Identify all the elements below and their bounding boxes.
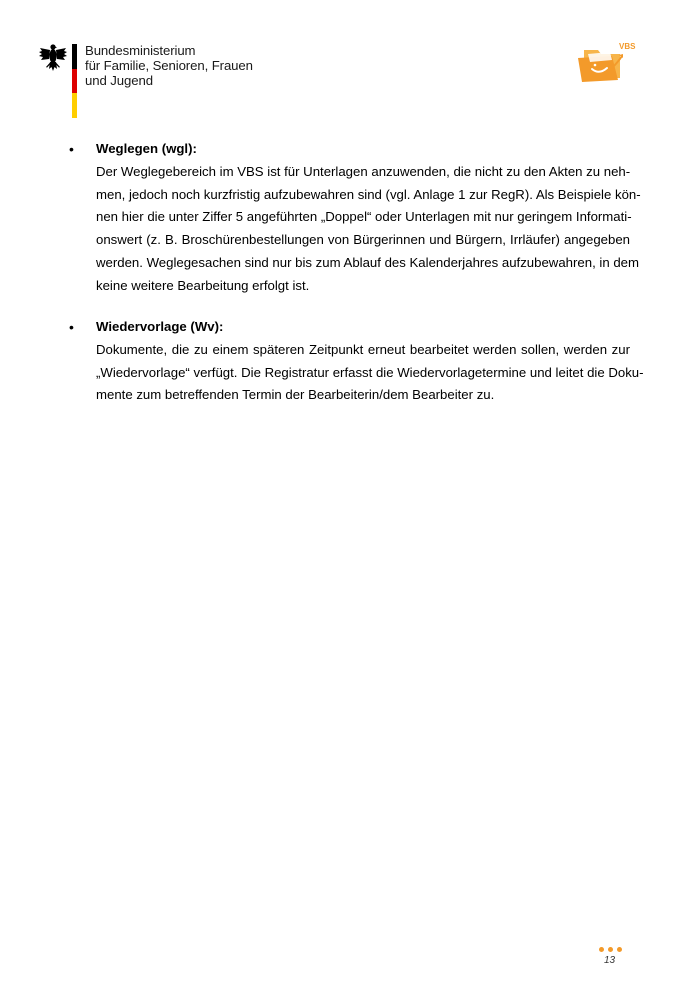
section-heading: Wiedervorlage (Wv):	[96, 319, 224, 334]
page-number: 13	[604, 955, 616, 966]
flag-stripe-red	[72, 69, 77, 94]
german-flag-stripe	[72, 44, 77, 118]
dot	[599, 947, 604, 952]
flag-stripe-gold	[72, 93, 77, 118]
section-wiedervorlage	[96, 318, 644, 407]
dot	[617, 947, 622, 952]
section-heading: Weglegen (wgl):	[96, 141, 197, 156]
bullet-icon: •	[69, 141, 74, 157]
vbs-logo	[572, 38, 638, 88]
paragraph-line: mente zum betreffenden Termin der Bearbeiterin/dem Bearbeiter zu.	[96, 387, 495, 403]
ministry-line-1: Bundesministerium	[85, 43, 196, 58]
vbs-logo-text: VBS	[619, 42, 636, 51]
paragraph-line: Der Weglegebereich im VBS ist für Unterlagen anzuwenden, die nicht zu den Akten zu neh-	[96, 164, 631, 179]
ministry-line-2: für Familie, Senioren, Frauen	[85, 58, 253, 73]
paragraph-line: „Wiedervorlage“ verfügt. Die Registratur erfasst die Wiedervorlagetermine und leitet die Doku-	[96, 364, 644, 380]
paragraph-line: keine weitere Bearbeitung erfolgt ist.	[96, 277, 310, 293]
paragraph-line: men, jedoch noch kurzfristig aufzubewahren sind (vgl. Anlage 1 zur RegR). Als Beispiele kön-	[96, 186, 641, 202]
federal-eagle-icon	[38, 42, 68, 74]
dot	[608, 947, 613, 952]
section-weglegen	[96, 140, 641, 297]
section-paragraph	[96, 339, 644, 407]
section-paragraph	[96, 161, 641, 297]
flag-stripe-black	[72, 44, 77, 69]
paragraph-line: onswert (z. B. Broschürenbestellungen von Bürgerinnen und Bürgern, Irrläufer) angegeben	[96, 232, 630, 248]
footer-dots-icon	[599, 947, 622, 952]
paragraph-line: werden. Weglegesachen sind nur bis zum Ablauf des Kalenderjahres aufzubewahren, in dem	[96, 254, 639, 270]
paragraph-line: Dokumente, die zu einem späteren Zeitpunkt erneut bearbeitet werden sollen, werden zur	[96, 342, 630, 357]
paragraph-line: nen hier die unter Ziffer 5 angeführten „Doppel“ oder Unterlagen mit nur geringem Informati-	[96, 209, 632, 225]
ministry-line-3: und Jugend	[85, 73, 153, 88]
bullet-icon: •	[69, 319, 74, 335]
ministry-name	[85, 43, 253, 88]
